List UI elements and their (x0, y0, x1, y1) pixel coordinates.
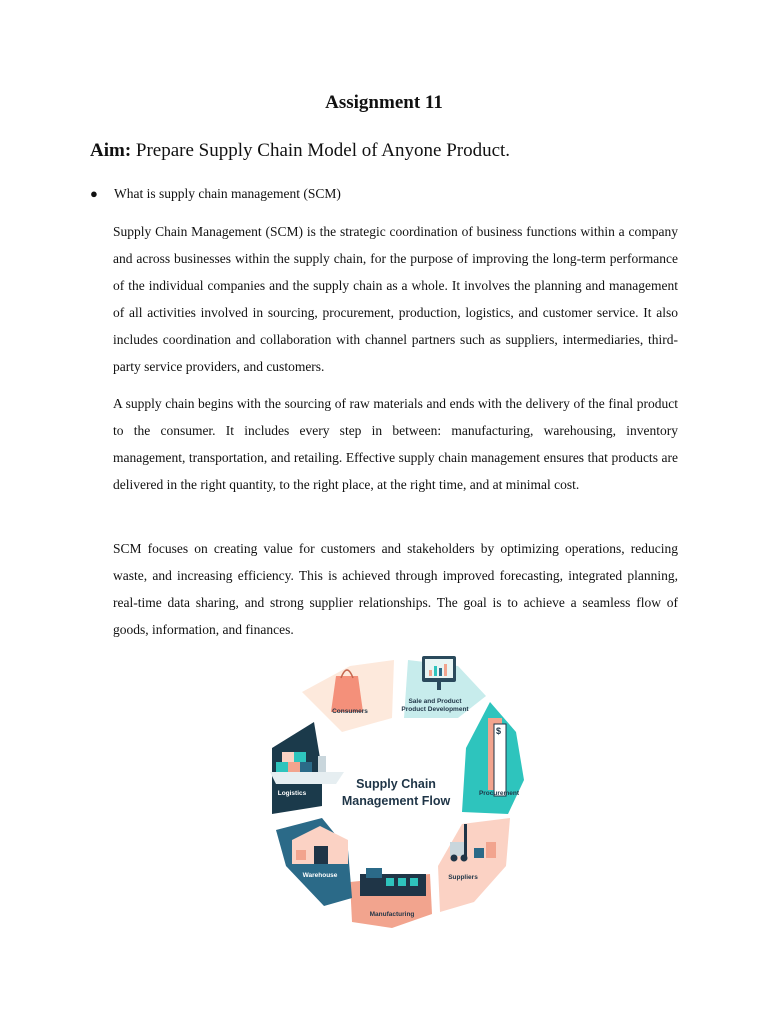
ship-hull-icon (270, 772, 344, 784)
bullet-item (90, 186, 341, 202)
box-icon (474, 848, 484, 858)
bullet-dot-icon: ● (90, 186, 98, 201)
segment-manufacturing (350, 868, 432, 928)
box-icon (296, 850, 306, 860)
bullet-text: What is supply chain management (SCM) (114, 186, 341, 201)
dollar-icon: $ (496, 726, 502, 736)
label-sale-product-line1: Sale and Product (408, 698, 462, 705)
bar-icon (434, 666, 437, 676)
box-icon (410, 878, 418, 886)
supply-chain-diagram (262, 652, 530, 930)
ship-tower-icon (318, 756, 326, 772)
box-icon (486, 842, 496, 858)
paragraph-1 (113, 218, 678, 380)
paragraph-text: SCM focuses on creating value for customers and stakeholders by optimizing operations, reducing waste, and increasing efficiency. This is achieved through improved forecasting, integrated planning, real-time data sharing, and strong supplier relationships. The goal is to achieve a seamless flow of goods, information, and finances. (113, 541, 678, 637)
bar-icon (444, 664, 447, 676)
segment-logistics (270, 722, 344, 814)
container-icon (282, 752, 294, 762)
monitor-stand-icon (437, 682, 441, 690)
container-icon (276, 762, 288, 772)
label-suppliers: Suppliers (448, 874, 478, 881)
wheel-icon (451, 855, 458, 862)
diagram-center-title-line2: Management Flow (341, 794, 451, 808)
assignment-title: Assignment 11 (325, 92, 443, 113)
wheel-icon (461, 855, 468, 862)
container-icon (288, 762, 300, 772)
shopping-bag-icon (331, 676, 363, 712)
label-manufacturing: Manufacturing (369, 911, 415, 918)
segment-warehouse (276, 818, 352, 906)
label-consumers: Consumers (332, 708, 368, 715)
bar-icon (439, 668, 442, 676)
container-icon (294, 752, 306, 762)
aim-text: Prepare Supply Chain Model of Anyone Product. (131, 140, 511, 161)
label-warehouse: Warehouse (302, 872, 338, 879)
paragraph-text: Supply Chain Management (SCM) is the strategic coordination of business functions within a company and across businesses within the supply chain, for the purpose of improving the long-term performance of the individual companies and the supply chain as a whole. It involves the planning and management of all activities involved in sourcing, procurement, production, logistics, and customer service. It also includes coordination and collaboration with channel partners such as suppliers, intermediaries, third-party service providers, and customers. (113, 224, 678, 374)
bar-icon (429, 670, 432, 676)
diagram-center-title-line1: Supply Chain (356, 777, 436, 791)
label-logistics: Logistics (277, 790, 307, 797)
aim-line (90, 140, 510, 162)
container-icon (300, 762, 312, 772)
machine-top-icon (366, 868, 382, 878)
segment-procurement (462, 702, 524, 814)
label-sale-product-line2: Product Development (401, 706, 469, 713)
diagram-svg (262, 652, 530, 930)
segment-consumers (302, 660, 394, 732)
forklift-mast-icon (464, 824, 467, 858)
paragraph-text: A supply chain begins with the sourcing of raw materials and ends with the delivery of the final product to the consumer. It includes every step in between: manufacturing, warehousing, inventory management, transportation, and retailing. Effective supply chain management ensures that products are delivered in the right quantity, to the right place, at the right time, and at minimal cost. (113, 396, 678, 492)
forklift-body-icon (450, 842, 464, 856)
label-procurement: Procurement (478, 790, 520, 797)
suppliers-shape (438, 818, 510, 912)
box-icon (398, 878, 406, 886)
warehouse-door-icon (314, 846, 328, 864)
segment-suppliers (438, 818, 510, 912)
paragraph-3 (113, 535, 678, 643)
box-icon (386, 878, 394, 886)
paragraph-2 (113, 390, 678, 498)
aim-label: Aim: (90, 140, 132, 161)
segment-sale-product (401, 656, 486, 718)
